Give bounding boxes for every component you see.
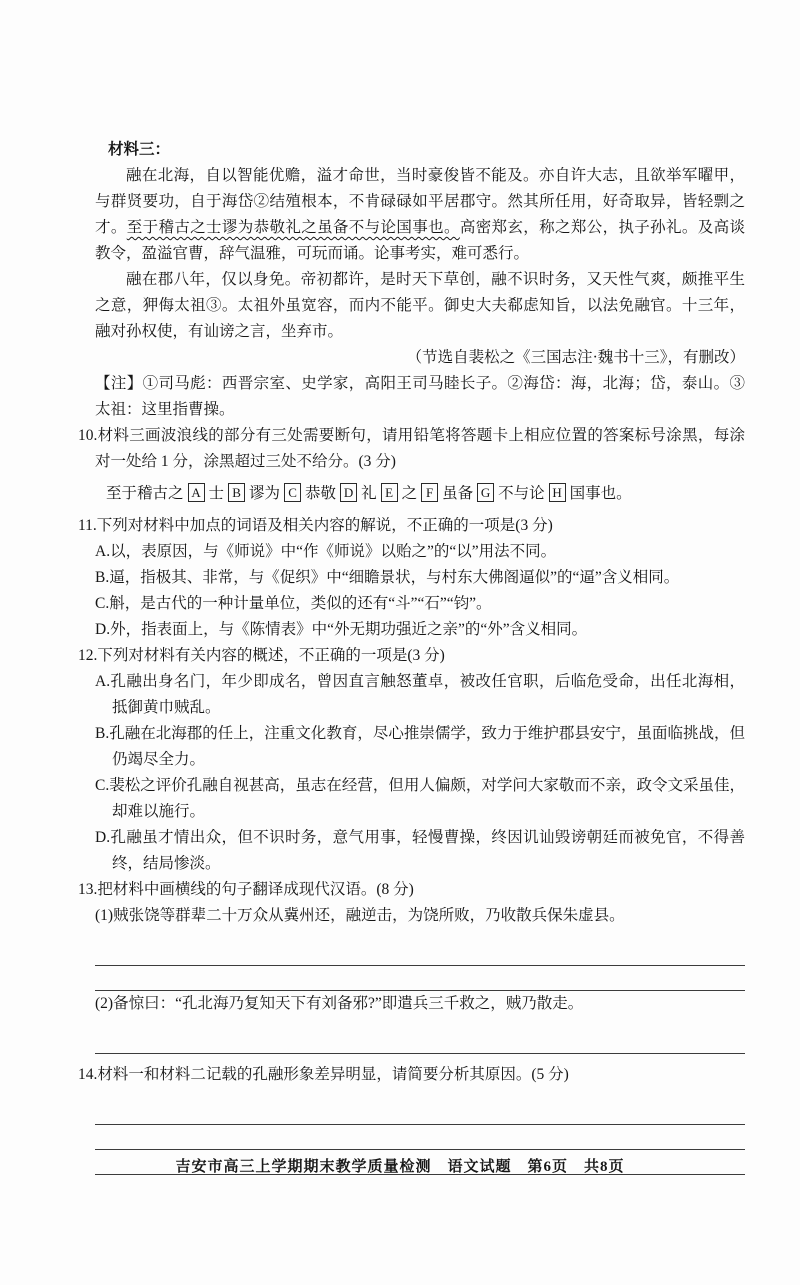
q11-option-b: B.逼，指极其、非常，与《促织》中“细瞻景状，与村东大佛阁逼似”的“逼”含义相同。: [95, 569, 680, 586]
q12-option-b: B.孔融在北海郡的任上，注重文化教育，尽心推崇儒学，致力于维护郡县安宁，虽面临挑战，但仍竭尽全力。: [95, 725, 745, 768]
q12-option-c: C.裴松之评价孔融自视甚高，虽志在经营，但用人偏颇，对学问大家敬而不亲，政令文采虽佳，却难以施行。: [95, 777, 745, 820]
q10-segment: 至于稽古之: [106, 485, 184, 502]
page-footer: 吉安市高三上学期期末教学质量检测 语文试题 第6页 共8页: [175, 1159, 625, 1175]
question-11: 11.下列对材料中加点的词语及相关内容的解说，不正确的一项是(3 分): [78, 517, 553, 534]
q10-box-a: A: [188, 483, 205, 502]
q10-segment: 国事也。: [569, 485, 632, 502]
q13-sub-2: (2)备惊曰：“孔北海乃复知天下有刘备邪?”即遣兵三千救之，贼乃散走。: [95, 995, 584, 1012]
answer-line: [95, 1088, 745, 1125]
q11-option-a: A.以，表原因，与《师说》中“作《师说》以贻之”的“以”用法不同。: [95, 543, 557, 560]
wavy-underline-text: 至于稽古之士谬为恭敬礼之虽备不与论国事也。: [126, 219, 460, 236]
q10-box-e: E: [381, 483, 398, 502]
q10-segment: 士: [208, 485, 225, 502]
q10-box-c: C: [284, 483, 301, 502]
footnote: 【注】①司马彪：西晋宗室、史学家，高阳王司马睦长子。②海岱：海，北海；岱，泰山。③太祖：这里指曹操。: [95, 375, 745, 418]
q12-option-d: D.孔融虽才情出众，但不识时务，意气用事，轻慢曹操，终因讥讪毁谤朝廷而被免官，不得善终，结局惨淡。: [95, 829, 745, 872]
q10-box-d: D: [340, 483, 357, 502]
question-10: 10.材料三画波浪线的部分有三处需要断句，请用铅笔将答题卡上相应位置的答案标号涂黑，每涂对一处给 1 分，涂黑超过三处不给分。(3 分): [78, 427, 745, 470]
q10-segment: 恭敬: [305, 485, 337, 502]
question-14: 14.材料一和材料二记载的孔融形象差异明显，请简要分析其原因。(5 分): [78, 1066, 569, 1083]
material3-heading: 材料三：: [108, 141, 171, 158]
question-12: 12.下列对材料有关内容的概述，不正确的一项是(3 分): [78, 647, 445, 664]
exam-content: [78, 137, 745, 1175]
q10-segment: 礼: [361, 485, 377, 502]
answer-line: [95, 1125, 745, 1150]
answer-line: [95, 966, 745, 991]
material3-paragraph-1: [95, 163, 745, 267]
q10-segment: 谬为: [249, 485, 281, 502]
material3-paragraph-2: 融在郡八年，仅以身免。帝初都许，是时天下草创，融不识时务，又天性气爽，颇推平生之意，狎侮太祖③。太祖外虽宽容，而内不能平。御史大夫郗虑知旨，以法免融官。十三年，融对孙权使，有讪谤之言，坐弃市。: [95, 271, 745, 340]
q12-option-a: A.孔融出身名门，年少即成名，曾因直言触怒董卓，被改任官职，后临危受命，出任北海相，抵御黄巾贼乱。: [95, 673, 745, 716]
q10-box-h: H: [549, 483, 566, 502]
q10-segment: 虽备: [442, 485, 474, 502]
q11-option-c: C.斛，是古代的一种计量单位，类似的还有“斗”“石”“钧”。: [95, 595, 492, 612]
paragraph-text: 融在北海，自以智能优赡，溢才命世，当时豪俊皆不能及。亦自许大志，且欲举军曜甲，与群贤要功，自于海岱②结殖根本，不肯碌碌如平居郡守。然其所任用，好奇取异，皆轻剽之才。: [95, 167, 745, 236]
q10-box-g: G: [477, 483, 494, 502]
paragraph-text: 高密郑玄，称之郑公，执子孙礼。及高谈教令，盈溢官曹，辞气温雅，可玩而诵。论事考实，难可悉行。: [95, 219, 745, 262]
q10-segmentation-sentence: [106, 481, 745, 507]
answer-line: [95, 929, 745, 966]
q10-segment: 不与论: [498, 485, 545, 502]
q10-box-b: B: [228, 483, 245, 502]
question-13: 13.把材料中画横线的句子翻译成现代汉语。(8 分): [78, 881, 414, 898]
q11-option-d: D.外，指表面上，与《陈情表》中“外无期功强近之亲”的“外”含义相同。: [95, 621, 588, 638]
q13-sub-1: (1)贼张饶等群辈二十万众从冀州还，融逆击，为饶所败，乃收散兵保朱虚县。: [95, 907, 625, 924]
source-attribution: （节选自裴松之《三国志注·魏书十三》，有删改）: [406, 349, 745, 366]
q10-segment: 之: [401, 485, 418, 502]
q10-box-f: F: [421, 483, 438, 502]
answer-line: [95, 1017, 745, 1054]
